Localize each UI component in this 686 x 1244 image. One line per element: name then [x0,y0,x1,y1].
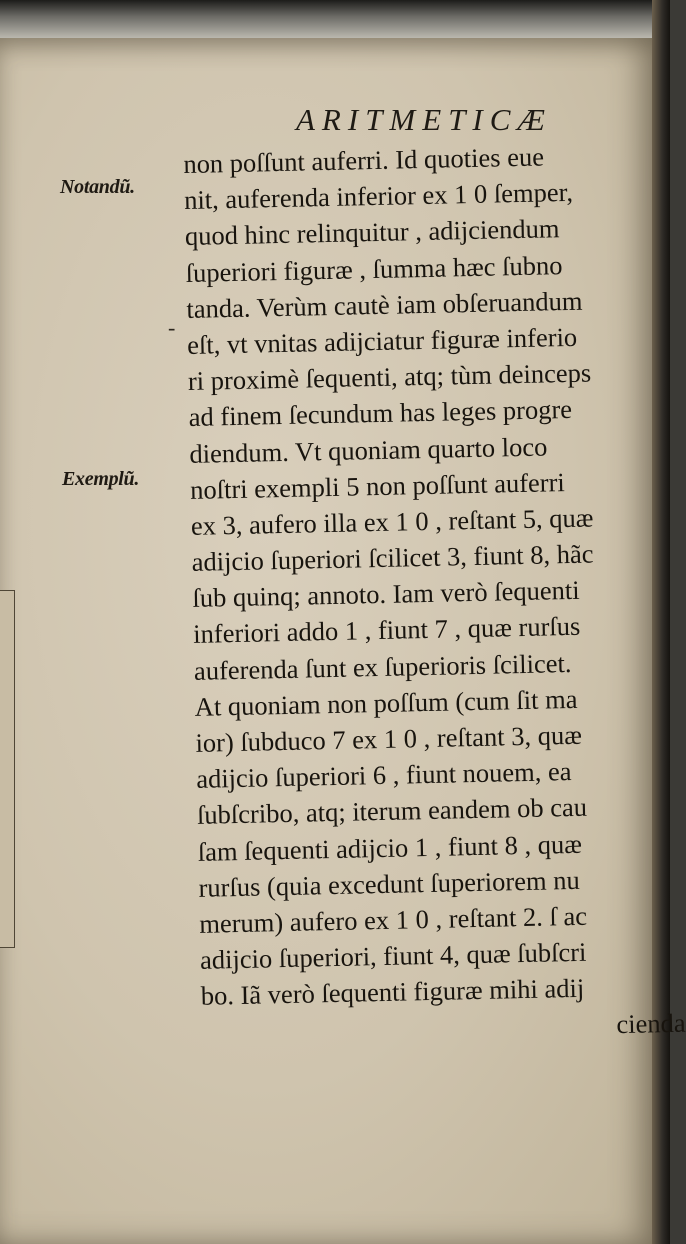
text-line: cienda [616,1007,686,1039]
text-line: nit, auferenda inferior ex 1 0 ſemper, [183,177,574,216]
text-line: adijcio ſuperiori, fiunt 4, quæ ſubſcri [199,936,587,975]
body-text [183,136,686,1050]
text-line: eſt, vt vnitas adijciatur figuræ inferio [186,321,578,360]
text-line: auferenda ſunt ex ſuperioris ſcilicet. [193,647,572,686]
text-line: ſuperiori figuræ , ſumma hæc ſubno [185,249,563,288]
marginal-note-exemplum: Exemplũ. [62,468,140,490]
text-line: ex 3, aufero illa ex 1 0 , reſtant 5, quæ [190,502,594,541]
text-line: At quoniam non poſſum (cum ſit ma [194,683,578,722]
text-line: ior) ſubduco 7 ex 1 0 , reſtant 3, quæ [195,719,583,758]
text-line: bo. Iã verò ſequenti figuræ mihi adij [200,973,585,1012]
marginal-note-notandum: Notandũ. [60,176,135,198]
text-line: ad finem ſecundum has leges progre [188,394,573,433]
text-line: merum) aufero ex 1 0 , reſtant 2. ſ ac [198,900,588,939]
text-line: quod hinc relinquitur , adijciendum [184,213,560,252]
text-line: adijcio ſuperiori ſcilicet 3, fiunt 8, hãc [191,538,594,577]
text-line: non poſſunt auferri. Id quoties eue [183,141,545,179]
text-line: ſub quinq; annoto. Iam verò ſequenti [192,575,580,614]
text-line: diendum. Vt quoniam quarto loco [189,430,548,469]
text-line: ſam ſequenti adijcio 1 , fiunt 8 , quæ [197,828,583,867]
text-line: inferiori addo 1 , fiunt 7 , quæ rurſus [192,611,581,650]
page-tab-marker [0,590,15,948]
text-line: ſubſcribo, atq; iterum eandem ob cau [196,792,588,831]
running-header: ARITMETICÆ [296,102,552,137]
text-line: tanda. Verùm cautè iam obſeruandum [186,285,583,324]
text-line: adijcio ſuperiori 6 , fiunt nouem, ea [195,756,572,795]
text-line: noſtri exempli 5 non poſſunt auferri [189,466,566,505]
text-line: ri proximè ſequenti, atq; tùm deinceps [187,357,592,397]
binding-top-edge [0,0,670,42]
text-line: rurſus (quia excedunt ſuperiorem nu [198,864,580,903]
margin-dash: - [168,315,176,340]
